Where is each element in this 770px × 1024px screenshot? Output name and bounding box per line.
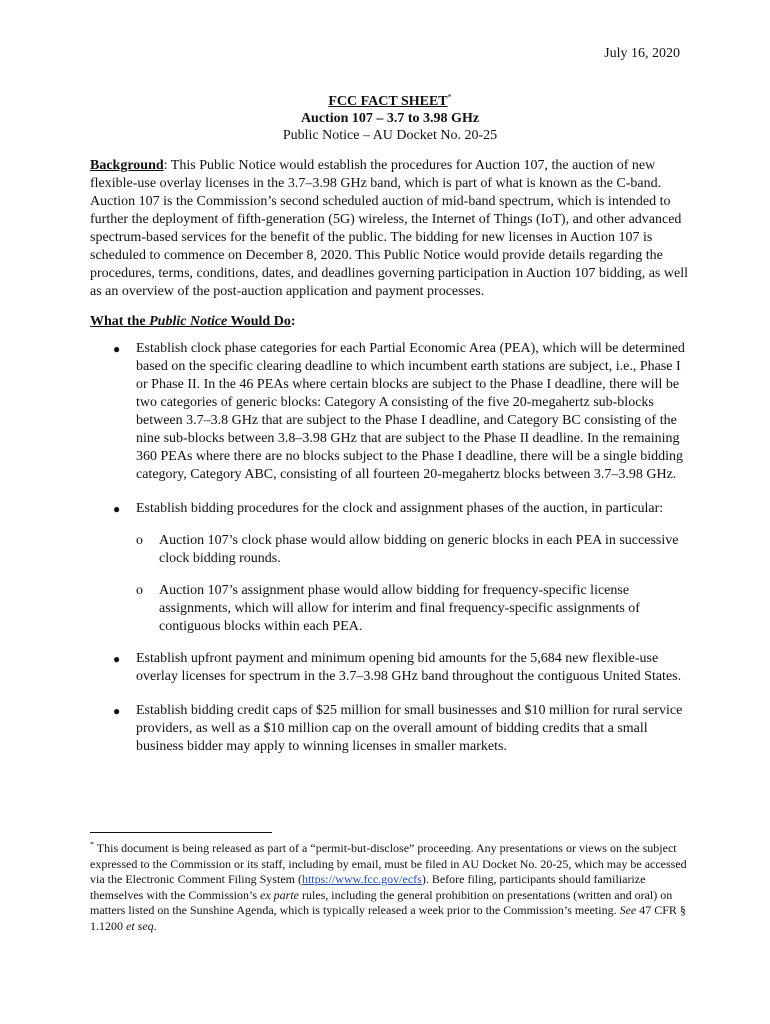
list-item-text: Establish bidding procedures for the clock and assignment phases of the auction, in particular: [136,501,664,516]
fact-sheet-title [90,93,690,110]
auction-subtitle: Auction 107 – 3.7 to 3.98 GHz [300,111,480,126]
list-item [90,340,690,484]
footnote-divider [90,832,272,833]
footnote-reference[interactable]: * [447,92,452,102]
ecfs-link[interactable]: https://www.fcc.gov/ecfs [301,872,422,887]
document-heading [90,93,690,144]
bullet-icon: ● [113,502,121,516]
section-heading: What the Public Notice Would Do: [90,314,296,329]
list-item [90,650,690,686]
list-item-text: Establish clock phase categories for each Partial Economic Area (PEA), which will be determined based on the specific clearing deadline to which incumbent earth stations are subject, i.e., Phase I or Phase II. In the 46 PEAs where certain blocks are subject to the Phase I deadline, there will be two categories of generic blocks: Category A consisting of the five 20-megahertz sub-blocks between 3.7–3.8 GHz that are subject to the Phase I deadline, and Category BC consisting of the nine sub-blocks between 3.8–3.98 GHz that are subject to the Phase II deadline. In the remaining 360 PEAs where there are no blocks subject to the Phase I deadline, there will be a single bidding category, Category ABC, consisting of all fourteen 20-megahertz blocks between 3.7–3.98 GHz. [136,341,685,482]
background-text: : This Public Notice would establish the procedures for Auction 107, the auction of new flexible-use overlay licenses in the 3.7–3.98 GHz band, which is part of what is known as the C-band. Auction 107 is the Commission’s second scheduled auction of mid-band spectrum, which is intended to further the deployment of fifth-generation (5G) wireless, the Internet of Things (IoT), and other advanced spectrum-based services for the benefit of the public. The bidding for new licenses in Auction 107 is scheduled to commence on December 8, 2020. This Public Notice would provide details regarding the procedures, terms, conditions, dates, and deadlines governing participation in Auction 107 bidding, as well as an overview of the post-auction application and payment processes. [90,158,688,299]
list-item [90,500,690,636]
sub-list-item [136,532,690,568]
footnote-mark: * [90,840,94,849]
list-item-text: Establish upfront payment and minimum opening bid amounts for the 5,684 new flexible-use overlay licenses for spectrum in the 3.7–3.98 GHz band throughout the contiguous United States. [136,651,682,684]
bullet-icon: ● [113,704,121,718]
background-paragraph [90,157,690,301]
bullet-icon: ● [113,652,121,666]
list-item [90,702,690,756]
document-date: July 16, 2020 [604,46,680,61]
footnote: * This document is being released as part of a “permit-but-disclose” proceeding. Any presentations or views on the subject expressed to the Commission or its staff, including by email, must be filed in AU Docket No. 20-25, which may be accessed via the Electronic Comment Filing System (https://www.fcc.gov/ecfs). Before filing, participants should familiarize themselves with the Commission’s ex parte rules, including the general prohibition on presentations (written and oral) on matters listed on the Sunshine Agenda, which is typically released a week prior to the Commission’s meeting. See 47 CFR § 1.1200 et seq. [90,840,687,933]
background-label: Background [90,158,164,173]
bullet-icon: ● [113,342,121,356]
sub-bullet-icon: o [136,583,143,598]
docket-line: Public Notice – AU Docket No. 20-25 [282,128,498,143]
sub-list-item-text: Auction 107’s clock phase would allow bidding on generic blocks in each PEA in successive clock bidding rounds. [159,533,679,566]
sub-bullet-icon: o [136,533,143,548]
fact-sheet-title-text: FCC FACT SHEET [328,94,448,109]
sub-list-item [136,582,690,636]
bullet-list [90,340,690,772]
sub-bullet-list [136,532,690,636]
sub-list-item-text: Auction 107’s assignment phase would allow bidding for frequency-specific license assignments, which will allow for interim and final frequency-specific assignments of contiguous blocks within each PEA. [159,583,640,634]
list-item-text: Establish bidding credit caps of $25 million for small businesses and $10 million for rural service providers, as well as a $10 million cap on the overall amount of bidding credits that a small business bidder may apply to winning licenses in smaller markets. [136,703,683,754]
